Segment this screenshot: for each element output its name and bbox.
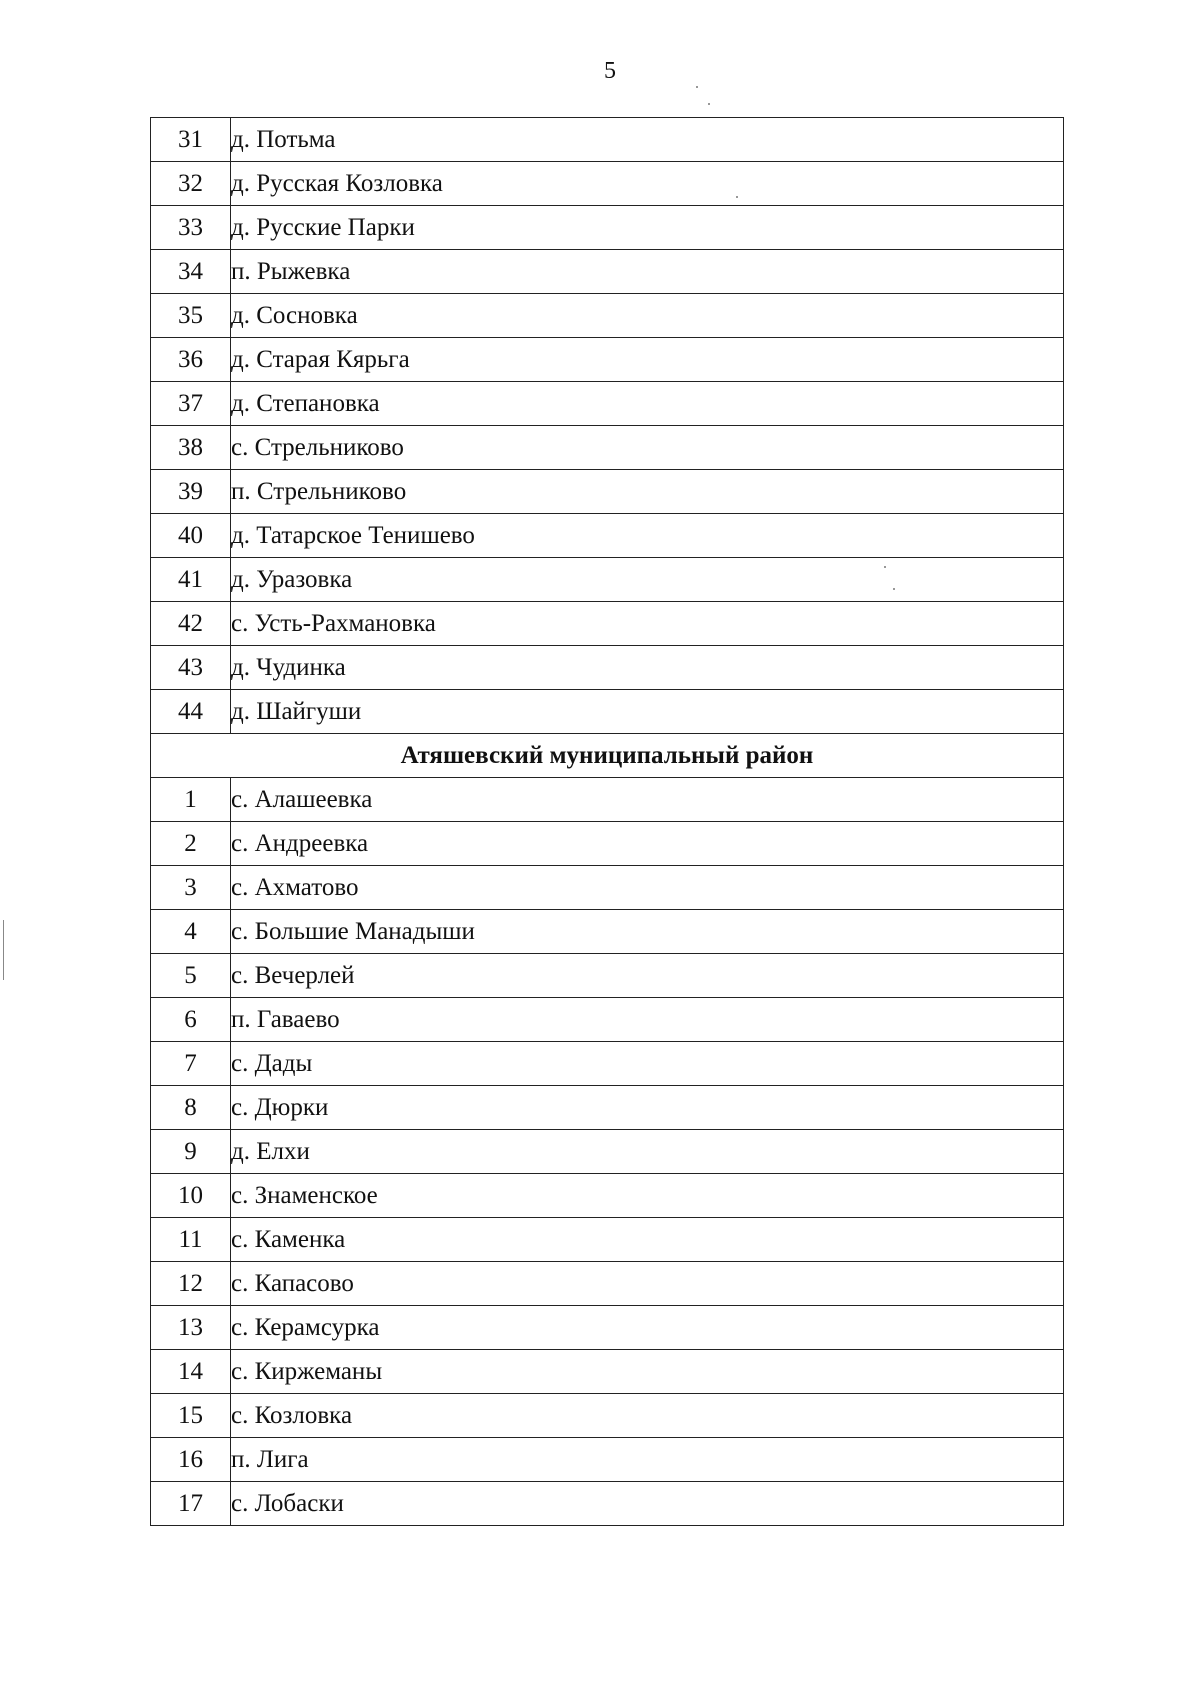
table-row bbox=[151, 338, 1064, 382]
row-number: 36 bbox=[151, 338, 231, 382]
row-number: 5 bbox=[151, 954, 231, 998]
settlement-name: с. Андреевка bbox=[231, 822, 1064, 866]
settlement-name: д. Шайгуши bbox=[231, 690, 1064, 734]
table-row bbox=[151, 1394, 1064, 1438]
settlement-name: с. Усть-Рахмановка bbox=[231, 602, 1064, 646]
row-number: 34 bbox=[151, 250, 231, 294]
settlement-name: д. Сосновка bbox=[231, 294, 1064, 338]
row-number: 37 bbox=[151, 382, 231, 426]
settlement-name: п. Стрельниково bbox=[231, 470, 1064, 514]
row-number: 32 bbox=[151, 162, 231, 206]
row-number: 43 bbox=[151, 646, 231, 690]
settlement-name: с. Дюрки bbox=[231, 1086, 1064, 1130]
settlement-name: д. Русская Козловка bbox=[231, 162, 1064, 206]
table-row bbox=[151, 998, 1064, 1042]
settlement-name: с. Капасово bbox=[231, 1262, 1064, 1306]
row-number: 7 bbox=[151, 1042, 231, 1086]
settlement-name: с. Вечерлей bbox=[231, 954, 1064, 998]
row-number: 16 bbox=[151, 1438, 231, 1482]
table-row bbox=[151, 1042, 1064, 1086]
table-row bbox=[151, 514, 1064, 558]
section-title: Атяшевский муниципальный район bbox=[151, 734, 1064, 778]
row-number: 44 bbox=[151, 690, 231, 734]
row-number: 15 bbox=[151, 1394, 231, 1438]
settlement-name: с. Каменка bbox=[231, 1218, 1064, 1262]
row-number: 10 bbox=[151, 1174, 231, 1218]
settlement-name: п. Гаваево bbox=[231, 998, 1064, 1042]
settlement-name: д. Татарское Тенишево bbox=[231, 514, 1064, 558]
table-body bbox=[151, 118, 1064, 1526]
table-row bbox=[151, 1438, 1064, 1482]
table-row bbox=[151, 822, 1064, 866]
table-row bbox=[151, 1086, 1064, 1130]
table-row bbox=[151, 294, 1064, 338]
row-number: 39 bbox=[151, 470, 231, 514]
row-number: 9 bbox=[151, 1130, 231, 1174]
scan-speck bbox=[708, 103, 710, 105]
settlement-name: д. Русские Парки bbox=[231, 206, 1064, 250]
table-row bbox=[151, 382, 1064, 426]
row-number: 14 bbox=[151, 1350, 231, 1394]
table-row bbox=[151, 910, 1064, 954]
settlement-name: п. Лига bbox=[231, 1438, 1064, 1482]
page-number: 5 bbox=[604, 58, 616, 84]
table-row bbox=[151, 250, 1064, 294]
table-row bbox=[151, 1130, 1064, 1174]
row-number: 2 bbox=[151, 822, 231, 866]
table-row bbox=[151, 602, 1064, 646]
settlement-name: с. Керамсурка bbox=[231, 1306, 1064, 1350]
table-row bbox=[151, 954, 1064, 998]
table-row bbox=[151, 1218, 1064, 1262]
table-row bbox=[151, 778, 1064, 822]
settlements-table bbox=[150, 117, 1064, 1526]
row-number: 38 bbox=[151, 426, 231, 470]
settlement-name: п. Рыжевка bbox=[231, 250, 1064, 294]
table-row bbox=[151, 162, 1064, 206]
table-row bbox=[151, 426, 1064, 470]
row-number: 4 bbox=[151, 910, 231, 954]
row-number: 42 bbox=[151, 602, 231, 646]
row-number: 8 bbox=[151, 1086, 231, 1130]
scan-margin-line bbox=[3, 920, 4, 980]
row-number: 40 bbox=[151, 514, 231, 558]
table-row bbox=[151, 1262, 1064, 1306]
settlement-name: с. Киржеманы bbox=[231, 1350, 1064, 1394]
scan-speck bbox=[696, 86, 698, 88]
settlement-name: с. Козловка bbox=[231, 1394, 1064, 1438]
row-number: 3 bbox=[151, 866, 231, 910]
row-number: 12 bbox=[151, 1262, 231, 1306]
table-row bbox=[151, 690, 1064, 734]
table-row bbox=[151, 118, 1064, 162]
row-number: 31 bbox=[151, 118, 231, 162]
table-row bbox=[151, 1174, 1064, 1218]
settlement-name: с. Большие Манадыши bbox=[231, 910, 1064, 954]
settlement-name: д. Степановка bbox=[231, 382, 1064, 426]
settlement-name: с. Дады bbox=[231, 1042, 1064, 1086]
settlement-name: д. Чудинка bbox=[231, 646, 1064, 690]
row-number: 11 bbox=[151, 1218, 231, 1262]
settlement-name: с. Стрельниково bbox=[231, 426, 1064, 470]
settlement-name: д. Уразовка bbox=[231, 558, 1064, 602]
settlement-name: д. Елхи bbox=[231, 1130, 1064, 1174]
settlement-name: с. Алашеевка bbox=[231, 778, 1064, 822]
table-row bbox=[151, 206, 1064, 250]
settlement-name: с. Знаменское bbox=[231, 1174, 1064, 1218]
row-number: 33 bbox=[151, 206, 231, 250]
settlement-name: д. Потьма bbox=[231, 118, 1064, 162]
table-row bbox=[151, 470, 1064, 514]
table-row bbox=[151, 1350, 1064, 1394]
row-number: 13 bbox=[151, 1306, 231, 1350]
row-number: 35 bbox=[151, 294, 231, 338]
table-row bbox=[151, 1482, 1064, 1526]
table-row bbox=[151, 1306, 1064, 1350]
row-number: 6 bbox=[151, 998, 231, 1042]
table-row bbox=[151, 646, 1064, 690]
settlement-name: с. Ахматово bbox=[231, 866, 1064, 910]
settlement-name: д. Старая Кярьга bbox=[231, 338, 1064, 382]
row-number: 41 bbox=[151, 558, 231, 602]
table-row bbox=[151, 558, 1064, 602]
table-row bbox=[151, 866, 1064, 910]
section-header-row bbox=[151, 734, 1064, 778]
settlement-name: с. Лобаски bbox=[231, 1482, 1064, 1526]
row-number: 1 bbox=[151, 778, 231, 822]
row-number: 17 bbox=[151, 1482, 231, 1526]
